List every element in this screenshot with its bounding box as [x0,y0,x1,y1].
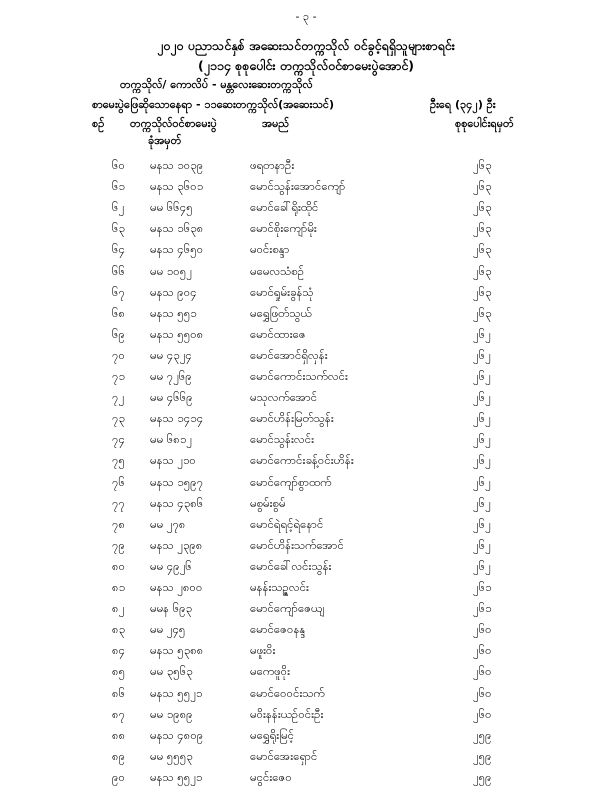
document-title: ၂၀၂၀ ပညာသင်နှစ် အဆေးသင်တက္ကသိုလ် ဝင်ခွင့်ရရှိသူများစာရင်း [157,38,455,53]
roll-number: မနသ ၉၀၄ [150,284,197,299]
table-row [0,158,612,181]
row-number: ၇၂ [112,390,125,405]
total-marks: ၂၆၂ [473,453,491,468]
total-marks: ၂၆၂ [473,347,491,362]
university-label: တက္ကသိုလ်/ ကောလိပ် - မန္တလေးဆေးတက္ကသိုလ် [120,78,313,91]
student-name: မောင်ဟိန်းသက်အောင် [250,537,344,552]
row-number: ၇၅ [112,453,125,468]
student-name: မောင်ရှုမ်းခွန်သုံ [250,284,314,299]
row-number: ၇၉ [112,537,125,552]
table-row [0,390,612,413]
table-row [0,559,612,582]
row-number: ၆၆ [112,263,125,278]
table-row [0,475,612,498]
total-marks: ၂၆၂ [473,326,491,341]
table-row [0,686,612,709]
roll-number: မမ ၃၅၆၃ [150,664,193,679]
column-header-no: စဉ် [92,117,105,130]
total-marks: ၂၅၉ [473,769,492,784]
total-marks: ၂၆၀ [473,622,492,637]
roll-number: မမ ၇၂၆၉ [150,369,192,383]
table-row [0,179,612,202]
total-marks: ၂၆၀ [473,643,492,658]
row-number: ၈၄ [112,643,126,658]
table-row [0,538,612,561]
student-name: မဝင်းစန္ဒာ [250,242,290,257]
total-marks: ၂၆၃ [473,179,492,194]
student-name: မရွှေရိုးမြင့် [250,727,295,742]
row-number: ၈၀ [112,558,126,573]
roll-number: မနသ ၄၈၀၉ [150,727,204,742]
roll-number: မနသ ၂၈၀၀ [150,580,203,594]
roll-number: မမ ၂၄၅ [150,622,186,637]
row-number: ၈၃ [112,622,126,637]
roll-number: မနသ ၂၁၀ [150,453,196,468]
row-number: ၆၉ [112,326,125,341]
student-name: ဖရတနာဦး [250,158,295,172]
row-number: ၆၂ [112,200,125,215]
total-marks: ၂၆၃ [473,221,492,236]
student-name: မမေလသံစဉ် [250,263,305,278]
table-row [0,348,612,371]
table-row [0,517,612,540]
total-marks: ၂၆၁ [473,580,492,594]
student-name: မောင်ကောင်းသက်လင်း [250,369,348,383]
roll-number: မမ ၆၆၄၅ [150,200,193,215]
total-marks: ၂၆၀ [473,685,492,700]
student-name: မဝိးနန်းယဉ်ဝင်းဦး [250,706,324,721]
total-marks: ၂၆၀ [473,664,492,679]
row-number: ၇၄ [112,432,125,447]
row-number: ၆၀ [112,158,125,172]
table-row [0,728,612,751]
total-marks: ၂၆၂ [473,537,491,552]
roll-number: မနသ ၁၅၉၇ [150,474,204,489]
student-name: မောင်ရဲရင့်ရဲနောင် [250,516,324,531]
roll-number: မနသ ၅၅၀၈ [150,326,204,341]
table-row [0,221,612,244]
table-row [0,369,612,392]
total-marks: ၂၆၀ [473,706,492,721]
roll-number: မမ ၄၃၂၄ [150,347,192,362]
column-header-marks: စုစုပေါင်းရမှတ် [455,117,514,130]
table-row [0,432,612,455]
roll-number: မမ ၄၉၂၆ [150,558,192,573]
total-marks: ၂၆၂ [473,390,491,405]
roll-number: မနသ ၃၆၀၁ [150,179,204,194]
table-row [0,306,612,329]
table-row [0,707,612,730]
table-row [0,749,612,772]
total-marks: ၂၆၃ [473,263,492,278]
roll-number: မနသ ၄၃၈၆ [150,495,204,510]
roll-number: မမ ၆၈၁၂ [150,432,192,447]
row-number: ၆၈ [112,305,126,320]
student-name: မောင်ကောင်းခန့်ဝင်းဟိန်း [250,453,354,468]
row-number: ၈၇ [112,706,126,721]
total-marks: ၂၅၉ [473,727,492,742]
student-name: မောင်စိုးကျော်မိုး [250,221,317,236]
roll-number: မမ ၄၆၆၉ [150,390,193,405]
row-number: ၈၅ [112,664,126,679]
table-row [0,285,612,308]
row-number: ၆၄ [112,242,125,257]
student-name: မောင်ဝေဝင်းသက် [250,685,325,700]
roll-number: မနသ ၅၅၁ [150,305,197,320]
table-row [0,411,612,434]
table-row [0,622,612,645]
table-row [0,770,612,793]
roll-number: မနသ ၂၃၉၈ [150,537,203,552]
student-name: မသုလက်အောင် [250,390,318,405]
student-name: မောင်ဇေဝနန္ဒ [250,622,306,637]
table-row [0,643,612,666]
row-number: ၇၈ [112,516,126,531]
student-name: မငွင်းဇေဝ [250,769,292,784]
student-name: မောင်အေးရှောင် [250,748,318,763]
table-row [0,580,612,603]
student-name: မောင်ကျော်စွာထက် [250,474,332,489]
row-number: ၈၆ [112,685,126,700]
total-marks: ၂၅၉ [473,748,492,763]
student-name: မောင်အောင်ရှိလှန်း [250,347,328,362]
student-name: မောင်သွန်းအောင်ကျော် [250,179,346,194]
row-number: ၈၁ [112,580,126,594]
table-row [0,327,612,350]
column-header-name: အမည် [262,117,290,130]
table-row [0,664,612,687]
roll-number: မနသ ၄၆၅၀ [150,242,204,257]
total-marks: ၂၆၂ [473,516,491,531]
page-number: - ၃ - [295,10,317,23]
student-name: မောင်သွန်းလင်း [250,432,314,447]
roll-number: မမန ၆၉၃ [150,601,193,616]
row-number: ၇၁ [112,369,125,383]
roll-number: မမ ၁၀၅၂ [150,263,192,278]
roll-number: မနသ ၅၃၈၈ [150,643,204,658]
total-marks: ၂၆၃ [473,242,492,257]
total-marks: ၂၆၁ [473,601,492,616]
row-number: ၇၀ [112,347,125,362]
roll-number: မမ ၂၇၈ [150,516,186,531]
column-header-roll: တက္ကသိုလ်ဝင်စာမေးပွဲ [130,117,217,130]
student-name: မရွှေဖြတ်သွယ် [250,305,312,320]
total-marks: ၂၆၂ [473,411,491,426]
document-subtitle: (၂၁၁၄ စုစုပေါင်း တက္ကသိုလ်ဝင်စာမေးပွဲအောင်) [197,58,414,73]
row-number: ၈၉ [112,748,126,763]
student-name: မနန်းသဉ္ဇလင်း [250,580,309,594]
roll-number: မနသ ၁၆၃၈ [150,221,204,236]
table-row [0,601,612,624]
exam-location-label: စာမေးပွဲဖြေဆိုသောနေရာ - ၁၁ဆေးတက္ကသိုလ်(အဆေးသင်) [92,98,335,111]
student-name: မောင်ခေါ်ရိုးထိုင် [250,200,319,215]
total-marks: ၂၆၃ [473,305,492,320]
student-name: မောင်ဟိန်းမြတ်သွန်း [250,411,334,426]
student-name: မောင်ကျော်ဇေယျ [250,601,325,616]
roll-number: မနသ ၁၄၁၄ [150,411,204,426]
row-number: ၈၂ [112,601,125,616]
total-count-label: ဦးရေ (၃၄၂) ဦး [430,98,496,111]
student-name: မောင်ခေါ်လင်းသွန်း [250,558,332,573]
total-marks: ၂၆၂ [473,474,491,489]
column-header-roll-line2: ခုံအမှတ် [148,134,182,147]
table-row [0,200,612,223]
roll-number: မမ ၅၅၅၃ [150,748,193,763]
student-name: မစွမ်းစွမ် [250,495,286,510]
table-row [0,496,612,519]
row-number: ၇၃ [112,411,125,426]
total-marks: ၂၆၃ [473,284,492,299]
row-number: ၈၈ [112,727,126,742]
student-name: မဖူးဝိး [250,643,276,658]
total-marks: ၂၆၂ [473,369,491,383]
total-marks: ၂၆၂ [473,495,491,510]
total-marks: ၂၆၂ [473,432,491,447]
total-marks: ၂၆၂ [473,558,491,573]
student-name: မကေဖူဝိုး [250,664,291,679]
roll-number: မနသ ၅၅၂၁ [150,685,203,700]
roll-number: မမ ၁၉၈၉ [150,706,193,721]
row-number: ၆၁ [112,179,125,194]
table-row [0,242,612,265]
roll-number: မနသ ၁၀၃၉ [150,158,204,172]
row-number: ၉၀ [112,769,125,784]
row-number: ၇၆ [112,474,125,489]
row-number: ၇၇ [112,495,125,510]
total-marks: ၂၆၃ [473,200,492,215]
row-number: ၆၇ [112,284,125,299]
roll-number: မနသ ၅၅၂၁ [150,769,203,784]
total-marks: ၂၆၃ [473,158,492,172]
student-name: မောင်ထားဇေ [250,326,306,341]
table-row [0,264,612,287]
table-row [0,453,612,476]
row-number: ၆၃ [112,221,125,236]
